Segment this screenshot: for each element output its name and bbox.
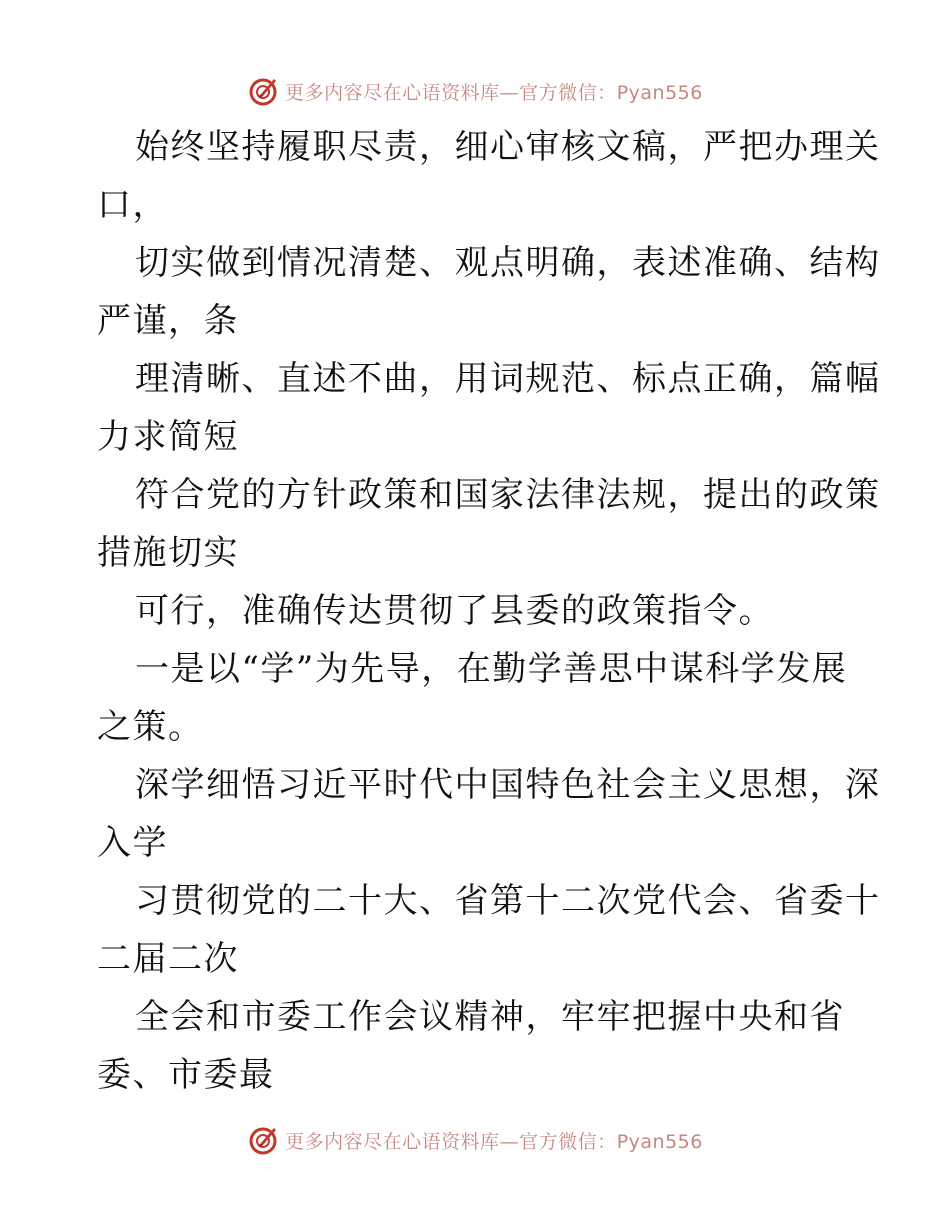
paragraph-line: 委、市委最 bbox=[97, 1055, 275, 1095]
paragraph-line: 力求简短 bbox=[97, 417, 239, 457]
paragraph-1 bbox=[0, 118, 950, 234]
paragraph-8 bbox=[0, 872, 950, 988]
paragraph-line: 二届二次 bbox=[97, 939, 239, 979]
paragraph-line: 理清晰、直述不曲，用词规范、标点正确，篇幅 bbox=[135, 359, 881, 399]
paragraph-2 bbox=[0, 234, 950, 350]
header-text bbox=[285, 78, 703, 105]
paragraph-line: 措施切实 bbox=[97, 533, 239, 573]
document-body bbox=[0, 118, 950, 1104]
paragraph-line: 入学 bbox=[97, 823, 168, 863]
paragraph-9 bbox=[0, 988, 950, 1104]
paragraph-line: 可行，准确传达贯彻了县委的政策指令。 bbox=[135, 591, 774, 631]
footer-wechat-id: Pyan556 bbox=[616, 1130, 703, 1153]
footer-banner bbox=[0, 1120, 950, 1160]
paragraph-3 bbox=[0, 350, 950, 466]
header-wechat-id: Pyan556 bbox=[616, 81, 703, 104]
paragraph-4 bbox=[0, 466, 950, 582]
paragraph-line: 切实做到情况清楚、观点明确，表述准确、结构 bbox=[135, 243, 881, 283]
footer-site-text: 更多内容尽在心语资料库— bbox=[285, 1130, 520, 1153]
paragraph-7 bbox=[0, 756, 950, 872]
paragraph-line: 一是以“学”为先导，在勤学善思中谋科学发展 bbox=[135, 649, 848, 689]
paragraph-line: 符合党的方针政策和国家法律法规，提出的政策 bbox=[135, 475, 881, 515]
header-banner bbox=[0, 71, 950, 111]
paragraph-5 bbox=[0, 582, 950, 640]
paragraph-6 bbox=[0, 640, 950, 756]
footer-wechat-label: 官方微信： bbox=[519, 1130, 617, 1153]
paragraph-line: 习贯彻党的二十大、省第十二次党代会、省委十 bbox=[135, 881, 881, 921]
footer-text bbox=[285, 1127, 703, 1154]
paragraph-line: 深学细悟习近平时代中国特色社会主义思想，深 bbox=[135, 765, 881, 805]
paragraph-line: 之策。 bbox=[97, 707, 204, 747]
header-wechat-label: 官方微信： bbox=[519, 81, 617, 104]
header-site-text: 更多内容尽在心语资料库— bbox=[285, 81, 520, 104]
paragraph-line: 严谨，条 bbox=[97, 301, 239, 341]
brand-logo-icon bbox=[247, 75, 279, 107]
paragraph-line: 始终坚持履职尽责，细心审核文稿，严把办理关 bbox=[135, 127, 881, 167]
paragraph-line: 全会和市委工作会议精神，牢牢把握中央和省 bbox=[135, 997, 845, 1037]
brand-logo-icon bbox=[247, 1124, 279, 1156]
paragraph-line: 口， bbox=[97, 185, 168, 225]
